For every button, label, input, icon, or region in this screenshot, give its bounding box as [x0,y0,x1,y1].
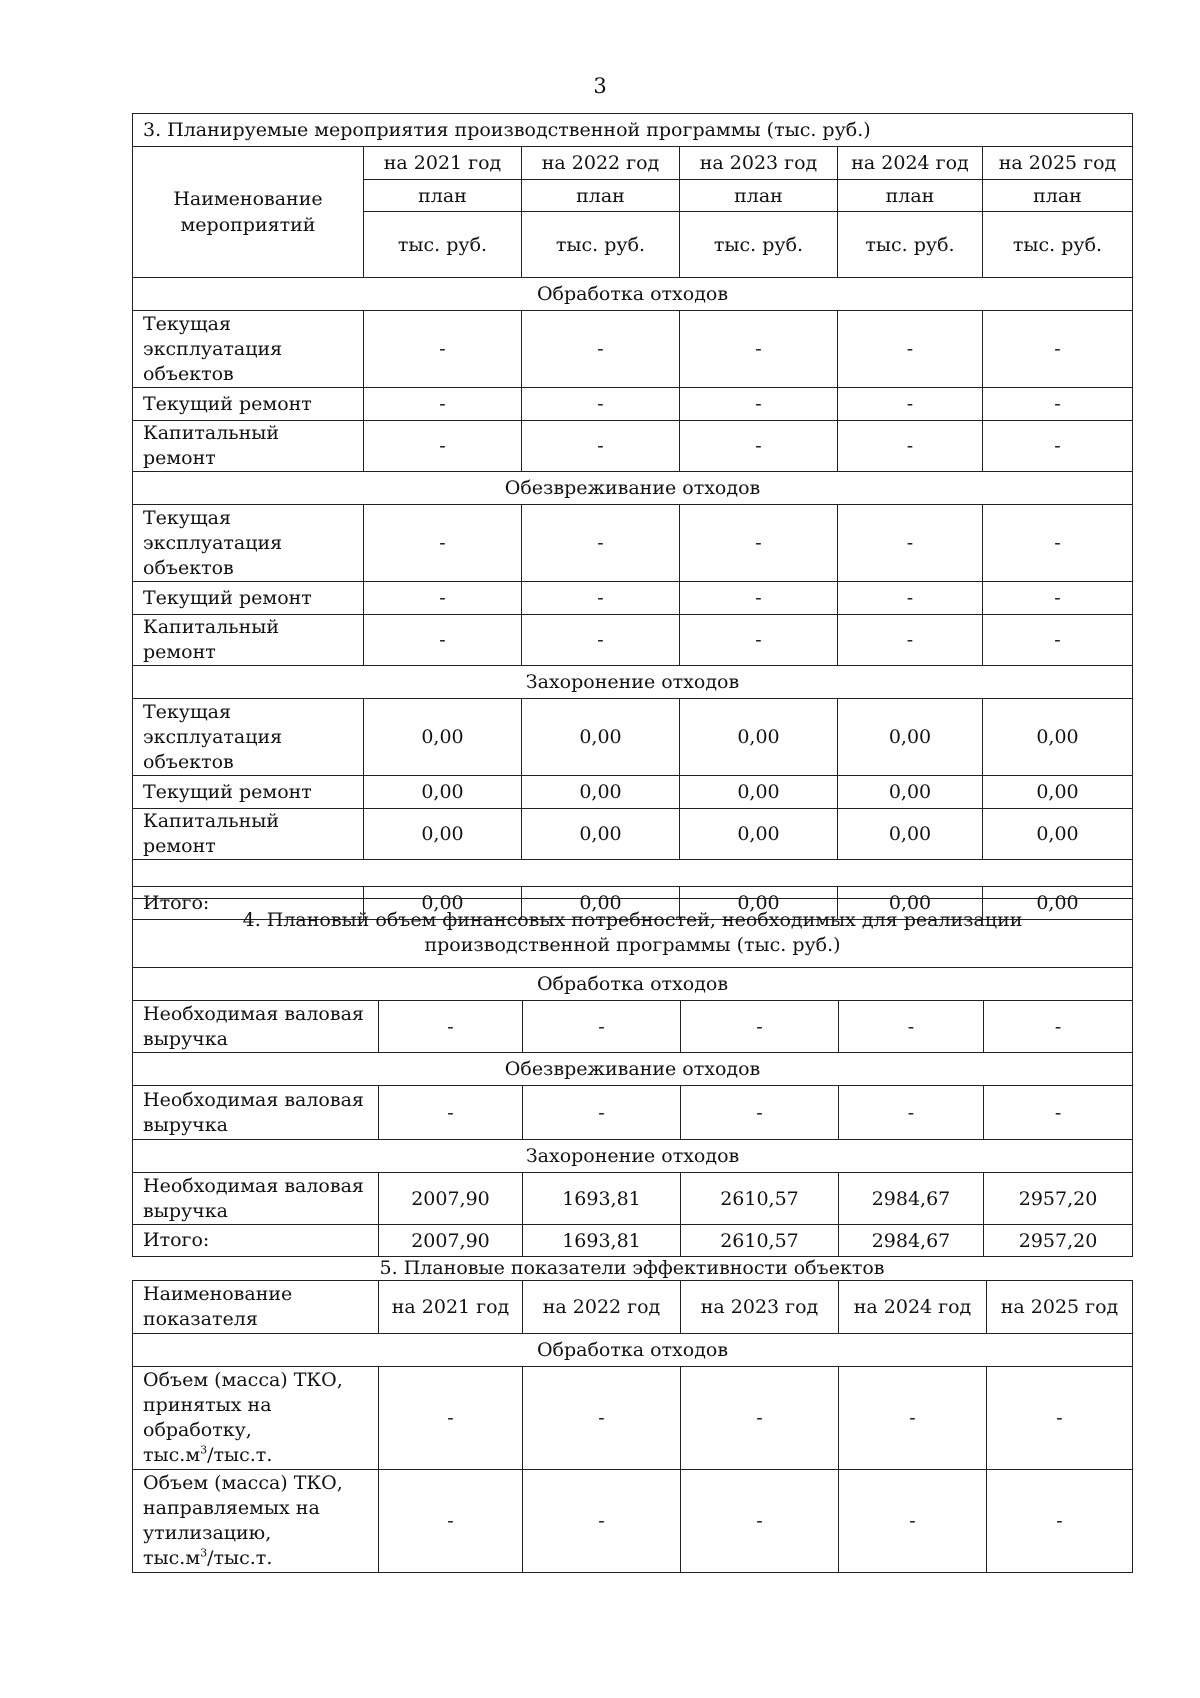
table5-year-header: на 2024 год [839,1281,987,1334]
table3-cell: 0,00 [364,776,522,809]
table4-total-cell: 2610,57 [681,1225,839,1257]
table3-cell: - [522,615,680,666]
table3-cell: 0,00 [680,776,838,809]
planned-activities-table-block [132,113,1132,920]
table3-plan-label: план [522,180,680,212]
table3-cell: - [680,421,838,472]
table3-row-name: Капитальный ремонт [133,421,364,472]
table3-cell: - [838,421,983,472]
table3-cell: - [838,311,983,388]
table3-section-title: Обезвреживание отходов [133,472,1133,505]
table4-cell: 1693,81 [523,1173,681,1225]
table4-cell: 2957,20 [984,1173,1133,1225]
table3-cell: - [983,505,1133,582]
table5-cell: - [987,1470,1133,1573]
table3-title: 3. Планируемые мероприятия производственной программы (тыс. руб.) [133,114,1133,147]
table3-cell: - [522,388,680,421]
table5-cell: - [523,1367,681,1470]
table3-cell: 0,00 [364,809,522,860]
table3-cell: 0,00 [522,776,680,809]
table5-cell: - [379,1470,523,1573]
table3-cell: - [680,582,838,615]
table3-cell: 0,00 [364,699,522,776]
table3-cell: - [680,311,838,388]
table4-cell: - [681,1001,839,1053]
table5-name-header: Наименование показателя [133,1281,379,1334]
table3-cell: 0,00 [983,699,1133,776]
table5-row-name [133,1470,379,1573]
table5-title: 5. Плановые показатели эффективности объектов [379,1257,885,1279]
table3-unit-label: тыс. руб. [680,212,838,278]
financial-needs-table [132,898,1133,1257]
table5-row-name-line: направляемых на [143,1497,320,1519]
table3-plan-label: план [364,180,522,212]
table3-cell: 0,00 [983,809,1133,860]
table5-cell: - [681,1470,839,1573]
table5-cell: - [839,1367,987,1470]
table3-cell: - [983,388,1133,421]
table3-cell: - [983,311,1133,388]
table3-cell: 0,00 [983,776,1133,809]
table3-total-cell: 0,00 [364,887,522,920]
table3-cell: - [983,615,1133,666]
table3-cell: - [364,388,522,421]
table4-total-cell: 2007,90 [379,1225,523,1257]
table3-row-name: Текущая эксплуатация объектов [133,505,364,582]
table3-cell: - [680,615,838,666]
table5-cell: - [839,1470,987,1573]
table5-row-unit: $тыс.м^3/тыс.т$. [143,1546,273,1569]
financial-needs-table-block [132,898,1132,1257]
table3-row-name: Текущий ремонт [133,582,364,615]
table3-year-header: на 2023 год [680,147,838,180]
table3-cell: - [983,421,1133,472]
table4-total-cell: 2957,20 [984,1225,1133,1257]
table3-cell: 0,00 [838,699,983,776]
table3-total-label: Итого: [133,887,364,920]
table3-cell: - [364,421,522,472]
table5-cell: - [379,1367,523,1470]
table3-row-name: Текущая эксплуатация объектов [133,699,364,776]
table4-cell: 2610,57 [681,1173,839,1225]
table5-row-name-line: утилизацию, [143,1522,272,1544]
table4-cell: 2007,90 [379,1173,523,1225]
table3-row-name: Текущая эксплуатация объектов [133,311,364,388]
table3-total-cell: 0,00 [983,887,1133,920]
table3-row-name: Капитальный ремонт [133,615,364,666]
table3-year-header: на 2021 год [364,147,522,180]
table3-section-title: Захоронение отходов [133,666,1133,699]
table4-row-name: Необходимая валовая выручка [133,1001,379,1053]
table5-row-unit: $тыс.м^3/тыс.т$. [143,1443,273,1466]
table3-plan-label: план [680,180,838,212]
table5-row-name-line: принятых на [143,1394,272,1416]
table3-cell: 0,00 [522,809,680,860]
table3-cell: - [838,388,983,421]
table3-cell: 0,00 [522,699,680,776]
table3-cell: - [364,505,522,582]
table3-cell: - [522,505,680,582]
table4-section-title: Обезвреживание отходов [133,1053,1133,1086]
table3-year-header: на 2024 год [838,147,983,180]
table5-section-title: Обработка отходов [133,1334,1133,1367]
planned-activities-table [132,113,1133,920]
table3-cell: - [522,311,680,388]
table3-cell: 0,00 [838,809,983,860]
efficiency-indicators-table-block [132,1280,1132,1573]
table3-total-cell: 0,00 [838,887,983,920]
table3-cell: - [983,582,1133,615]
table4-total-label: Итого: [133,1225,379,1257]
table4-cell: - [379,1001,523,1053]
table3-cell: - [838,582,983,615]
table3-year-header: на 2025 год [983,147,1133,180]
table3-cell: 0,00 [680,809,838,860]
table5-row-name-line: Объем (масса) ТКО, [143,1369,343,1391]
table5-row-name-line: обработку, [143,1419,252,1441]
table3-empty-row [133,860,1133,887]
table3-row-name: Капитальный ремонт [133,809,364,860]
table4-cell: - [523,1086,681,1140]
table3-name-header: Наименование мероприятий [133,147,364,278]
table5-year-header: на 2025 год [987,1281,1133,1334]
table3-unit-label: тыс. руб. [364,212,522,278]
table3-plan-label: план [983,180,1133,212]
table3-cell: - [522,421,680,472]
efficiency-indicators-table [132,1280,1133,1573]
table4-total-cell: 2984,67 [839,1225,984,1257]
table4-cell: - [379,1086,523,1140]
table3-cell: - [364,615,522,666]
table5-year-header: на 2021 год [379,1281,523,1334]
table3-total-cell: 0,00 [680,887,838,920]
table3-row-name: Текущий ремонт [133,776,364,809]
table3-cell: - [522,582,680,615]
table3-unit-label: тыс. руб. [522,212,680,278]
table3-cell: 0,00 [838,776,983,809]
table4-cell: - [984,1001,1133,1053]
table4-title: 4. Плановый объем финансовых потребностей, необходимых для реализации производственной программы (тыс. руб.) [133,899,1133,968]
table3-cell: - [364,311,522,388]
table5-cell: - [523,1470,681,1573]
table5-cell: - [681,1367,839,1470]
table4-cell: - [839,1001,984,1053]
table3-unit-label: тыс. руб. [983,212,1133,278]
table4-cell: - [523,1001,681,1053]
page-number: 3 [593,74,607,98]
table4-cell: 2984,67 [839,1173,984,1225]
table3-cell: - [680,505,838,582]
table5-year-header: на 2022 год [523,1281,681,1334]
table5-row-name-line: Объем (масса) ТКО, [143,1472,343,1494]
table3-year-header: на 2022 год [522,147,680,180]
table4-total-cell: 1693,81 [523,1225,681,1257]
table4-cell: - [984,1086,1133,1140]
table3-unit-label: тыс. руб. [838,212,983,278]
table4-section-title: Обработка отходов [133,968,1133,1001]
table4-row-name: Необходимая валовая выручка [133,1086,379,1140]
table5-year-header: на 2023 год [681,1281,839,1334]
table3-cell: 0,00 [680,699,838,776]
table3-cell: - [680,388,838,421]
table3-plan-label: план [838,180,983,212]
table4-row-name: Необходимая валовая выручка [133,1173,379,1225]
table4-cell: - [681,1086,839,1140]
table4-cell: - [839,1086,984,1140]
table3-cell: - [838,505,983,582]
table3-cell: - [364,582,522,615]
table5-cell: - [987,1367,1133,1470]
table4-section-title: Захоронение отходов [133,1140,1133,1173]
table3-row-name: Текущий ремонт [133,388,364,421]
table3-cell: - [838,615,983,666]
table3-section-title: Обработка отходов [133,278,1133,311]
table5-row-name [133,1367,379,1470]
table3-total-cell: 0,00 [522,887,680,920]
